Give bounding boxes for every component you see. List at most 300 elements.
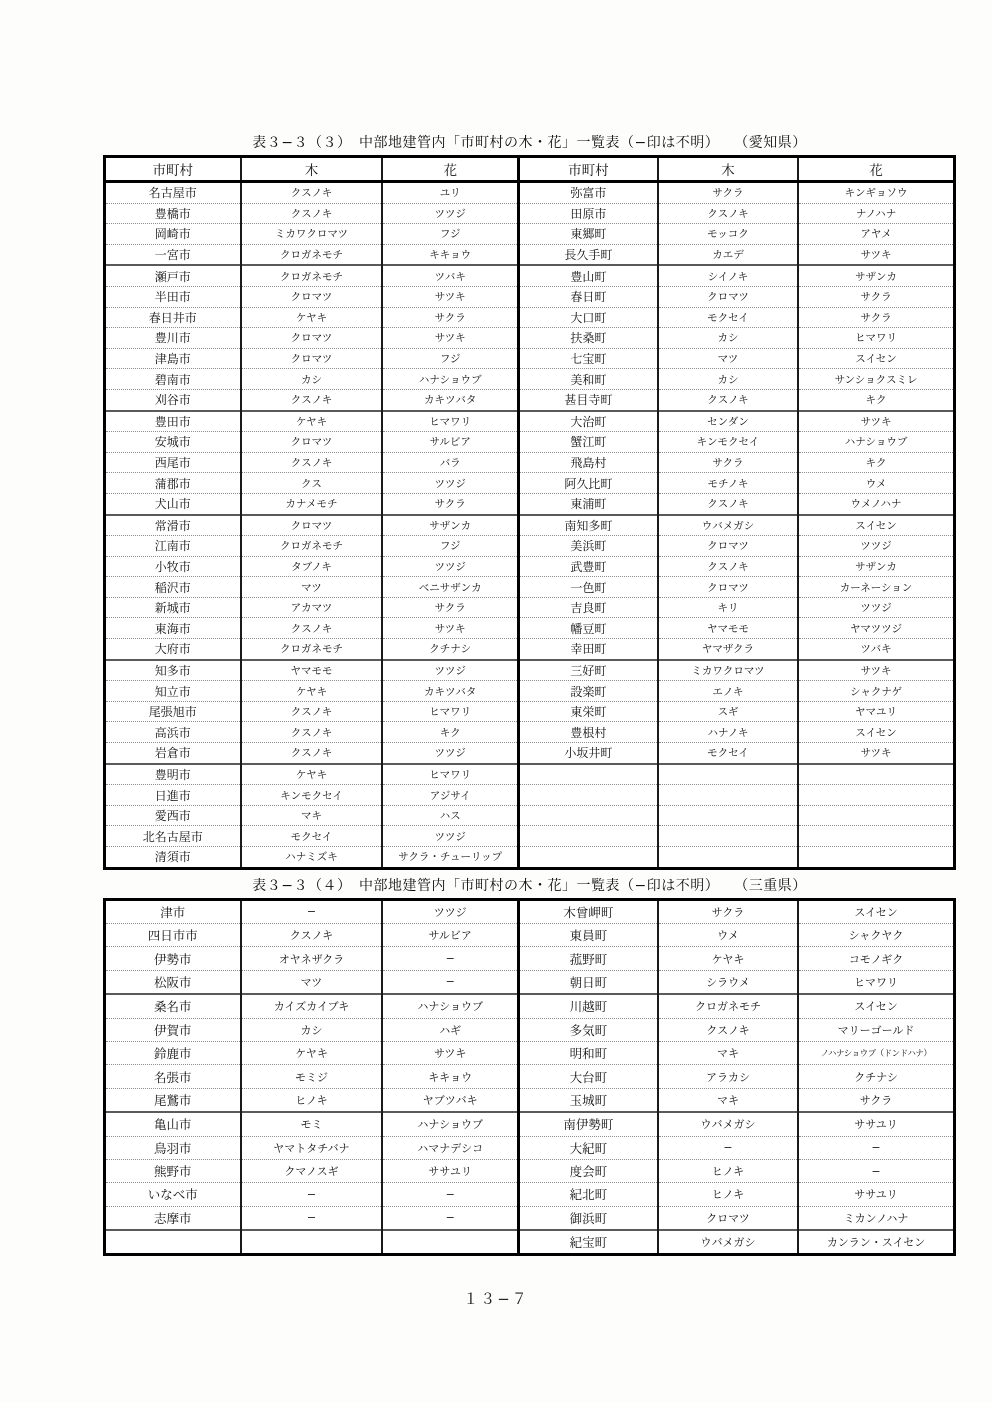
cell-tree: ケヤキ: [241, 681, 383, 702]
cell-tree: モクセイ: [658, 307, 798, 328]
cell-tree: [241, 1230, 383, 1255]
cell-flower: サクラ: [798, 1088, 954, 1112]
cell-flower: カーネーション: [798, 577, 954, 598]
table-row: [105, 785, 955, 806]
cell-flower: ヒマワリ: [382, 701, 518, 722]
cell-tree: ミカワクロマツ: [658, 660, 798, 681]
cell-tree: カシ: [658, 369, 798, 390]
cell-municipality: 津島市: [105, 348, 241, 369]
table-row: [105, 432, 955, 453]
cell-flower: スイセン: [798, 515, 954, 536]
table-row: [105, 182, 955, 204]
cell-flower: スイセン: [798, 722, 954, 743]
cell-municipality: 鳥羽市: [105, 1136, 241, 1159]
column-header-flower: 花: [798, 157, 954, 182]
cell-tree: ハナミズキ: [241, 847, 383, 869]
cell-municipality: 玉城町: [518, 1088, 657, 1112]
cell-municipality: 岩倉市: [105, 743, 241, 764]
cell-tree: クスノキ: [658, 493, 798, 514]
cell-tree: ヒノキ: [241, 1088, 383, 1112]
cell-municipality: 愛西市: [105, 805, 241, 826]
aichi-table: [103, 155, 956, 870]
cell-tree: クロマツ: [241, 348, 383, 369]
cell-tree: シイノキ: [658, 265, 798, 286]
cell-tree: マツ: [241, 970, 383, 994]
cell-tree: クスノキ: [241, 722, 383, 743]
cell-municipality: 常滑市: [105, 515, 241, 536]
cell-flower: サクラ・チューリップ: [382, 847, 518, 869]
cell-flower: −: [382, 1183, 518, 1206]
cell-flower: サツキ: [798, 411, 954, 432]
cell-flower: [798, 826, 954, 847]
cell-tree: ウバメガシ: [658, 515, 798, 536]
cell-municipality: 刈谷市: [105, 389, 241, 410]
cell-flower: ウメ: [798, 473, 954, 494]
cell-tree: [658, 826, 798, 847]
cell-flower: スイセン: [798, 994, 954, 1018]
cell-tree: ウバメガシ: [658, 1230, 798, 1255]
table-row: [105, 618, 955, 639]
cell-tree: [658, 805, 798, 826]
cell-municipality: 吉良町: [518, 597, 657, 618]
cell-tree: クロガネモチ: [658, 994, 798, 1018]
cell-flower: フジ: [382, 348, 518, 369]
cell-municipality: 知立市: [105, 681, 241, 702]
cell-municipality: 知多市: [105, 660, 241, 681]
cell-municipality: 御浜町: [518, 1206, 657, 1230]
cell-municipality: 新城市: [105, 597, 241, 618]
cell-flower: ツツジ: [382, 826, 518, 847]
cell-flower: ツツジ: [382, 203, 518, 224]
page-content: [103, 132, 956, 1256]
cell-flower: ツツジ: [382, 743, 518, 764]
cell-municipality: 豊山町: [518, 265, 657, 286]
cell-flower: ヒマワリ: [382, 764, 518, 785]
cell-municipality: [518, 764, 657, 785]
cell-tree: モチノキ: [658, 473, 798, 494]
cell-flower: ツツジ: [382, 556, 518, 577]
cell-flower: サクラ: [798, 286, 954, 307]
cell-flower: ウメノハナ: [798, 493, 954, 514]
cell-flower: サルビア: [382, 923, 518, 946]
cell-municipality: 美浜町: [518, 536, 657, 557]
cell-municipality: 西尾市: [105, 452, 241, 473]
cell-flower: ヒマワリ: [798, 970, 954, 994]
cell-municipality: 大台町: [518, 1065, 657, 1088]
cell-tree: スギ: [658, 701, 798, 722]
cell-municipality: 高浜市: [105, 722, 241, 743]
cell-flower: カキツバタ: [382, 389, 518, 410]
cell-municipality: 江南市: [105, 536, 241, 557]
cell-flower: サザンカ: [382, 515, 518, 536]
cell-municipality: 一色町: [518, 577, 657, 598]
table-row: [105, 244, 955, 265]
cell-tree: カシ: [241, 369, 383, 390]
cell-municipality: 川越町: [518, 994, 657, 1018]
cell-municipality: 伊賀市: [105, 1018, 241, 1041]
cell-flower: ツツジ: [382, 899, 518, 923]
cell-municipality: 半田市: [105, 286, 241, 307]
cell-tree: マキ: [241, 805, 383, 826]
cell-municipality: 桑名市: [105, 994, 241, 1018]
cell-municipality: 豊橋市: [105, 203, 241, 224]
cell-municipality: [518, 805, 657, 826]
cell-municipality: [518, 785, 657, 806]
cell-tree: ヤマザクラ: [658, 639, 798, 660]
table-row: [105, 681, 955, 702]
cell-tree: サクラ: [658, 452, 798, 473]
cell-tree: −: [241, 899, 383, 923]
cell-flower: −: [798, 1159, 954, 1182]
cell-municipality: 日進市: [105, 785, 241, 806]
cell-municipality: 伊勢市: [105, 947, 241, 970]
cell-tree: カエデ: [658, 244, 798, 265]
column-header-municipality: 市町村: [105, 157, 241, 182]
cell-tree: アラカシ: [658, 1065, 798, 1088]
table-row: [105, 826, 955, 847]
cell-municipality: 大口町: [518, 307, 657, 328]
cell-tree: クロガネモチ: [241, 244, 383, 265]
table-row: [105, 515, 955, 536]
table-row: [105, 847, 955, 869]
cell-municipality: 東郷町: [518, 224, 657, 245]
table-row: [105, 970, 955, 994]
cell-municipality: 北名古屋市: [105, 826, 241, 847]
cell-flower: ハギ: [382, 1018, 518, 1041]
cell-flower: スイセン: [798, 899, 954, 923]
column-header-municipality: 市町村: [518, 157, 657, 182]
cell-flower: サツキ: [382, 286, 518, 307]
table-row: [105, 1112, 955, 1136]
cell-municipality: 犬山市: [105, 493, 241, 514]
cell-flower: ササユリ: [798, 1112, 954, 1136]
cell-municipality: 東海市: [105, 618, 241, 639]
cell-flower: キンギョソウ: [798, 182, 954, 204]
cell-tree: クスノキ: [658, 389, 798, 410]
cell-tree: モクセイ: [658, 743, 798, 764]
cell-municipality: いなべ市: [105, 1183, 241, 1206]
cell-municipality: 碧南市: [105, 369, 241, 390]
cell-flower: サザンカ: [798, 265, 954, 286]
mie-table: [103, 898, 956, 1257]
cell-flower: ノハナショウブ（ドンドハナ）: [798, 1041, 954, 1064]
cell-flower: サツキ: [798, 743, 954, 764]
cell-municipality: 岡崎市: [105, 224, 241, 245]
cell-flower: ツバキ: [798, 639, 954, 660]
table-row: [105, 265, 955, 286]
cell-municipality: 阿久比町: [518, 473, 657, 494]
cell-tree: ウメ: [658, 923, 798, 946]
cell-flower: サルビア: [382, 432, 518, 453]
cell-municipality: 豊田市: [105, 411, 241, 432]
column-header-tree: 木: [658, 157, 798, 182]
cell-flower: [798, 785, 954, 806]
cell-flower: シャクナゲ: [798, 681, 954, 702]
cell-tree: −: [241, 1183, 383, 1206]
cell-tree: −: [658, 1136, 798, 1159]
cell-flower: サツキ: [798, 244, 954, 265]
cell-flower: サツキ: [798, 660, 954, 681]
cell-tree: キリ: [658, 597, 798, 618]
cell-tree: クロマツ: [241, 515, 383, 536]
column-header-tree: 木: [241, 157, 383, 182]
cell-tree: −: [241, 1206, 383, 1230]
cell-tree: マツ: [658, 348, 798, 369]
table-row: [105, 1230, 955, 1255]
cell-tree: [658, 785, 798, 806]
cell-tree: クスノキ: [658, 203, 798, 224]
cell-flower: クチナシ: [798, 1065, 954, 1088]
cell-municipality: 安城市: [105, 432, 241, 453]
cell-flower: [798, 805, 954, 826]
cell-tree: タブノキ: [241, 556, 383, 577]
table-row: [105, 1206, 955, 1230]
cell-tree: ケヤキ: [241, 411, 383, 432]
cell-municipality: 大府市: [105, 639, 241, 660]
cell-tree: ケヤキ: [241, 764, 383, 785]
cell-tree: クロマツ: [241, 432, 383, 453]
table-row: [105, 1183, 955, 1206]
cell-municipality: 菰野町: [518, 947, 657, 970]
cell-tree: サクラ: [658, 182, 798, 204]
cell-municipality: 紀北町: [518, 1183, 657, 1206]
cell-municipality: [105, 1230, 241, 1255]
cell-flower: ハマナデシコ: [382, 1136, 518, 1159]
cell-flower: キク: [382, 722, 518, 743]
cell-flower: ヤマユリ: [798, 701, 954, 722]
table-row: [105, 1041, 955, 1064]
cell-municipality: 南知多町: [518, 515, 657, 536]
cell-flower: サクラ: [382, 493, 518, 514]
cell-tree: ヤマモモ: [241, 660, 383, 681]
cell-municipality: 鈴鹿市: [105, 1041, 241, 1064]
cell-tree: マツ: [241, 577, 383, 598]
cell-tree: クスノキ: [241, 452, 383, 473]
cell-flower: キク: [798, 389, 954, 410]
cell-municipality: 津市: [160, 904, 186, 920]
cell-flower: ツツジ: [382, 473, 518, 494]
table-row: [105, 286, 955, 307]
cell-flower: マリーゴールド: [798, 1018, 954, 1041]
cell-flower: キキョウ: [382, 1065, 518, 1088]
cell-tree: クロマツ: [658, 1206, 798, 1230]
cell-municipality: 美和町: [518, 369, 657, 390]
cell-municipality: 大紀町: [518, 1136, 657, 1159]
cell-flower: ナノハナ: [798, 203, 954, 224]
cell-tree: [658, 764, 798, 785]
cell-tree: クスノキ: [241, 743, 383, 764]
cell-flower: [798, 764, 954, 785]
cell-municipality: 四日市市: [105, 923, 241, 946]
cell-flower: ハナショウブ: [382, 369, 518, 390]
cell-municipality: 一宮市: [105, 244, 241, 265]
cell-flower: ミカンノハナ: [798, 1206, 954, 1230]
cell-tree: ハナノキ: [658, 722, 798, 743]
cell-municipality: 瀬戸市: [105, 265, 241, 286]
cell-municipality: 蟹江町: [518, 432, 657, 453]
cell-tree: クロマツ: [241, 328, 383, 349]
cell-tree: クマノスギ: [241, 1159, 383, 1182]
cell-municipality: 扶桑町: [518, 328, 657, 349]
cell-flower: ツバキ: [382, 265, 518, 286]
cell-tree: ケヤキ: [658, 947, 798, 970]
cell-tree: モッコク: [658, 224, 798, 245]
cell-tree: クス: [241, 473, 383, 494]
cell-municipality: 稲沢市: [105, 577, 241, 598]
cell-municipality: 明和町: [518, 1041, 657, 1064]
table-row: [105, 947, 955, 970]
table-row: [105, 597, 955, 618]
cell-tree: モミ: [241, 1112, 383, 1136]
column-header-flower: 花: [382, 157, 518, 182]
table-row: [105, 493, 955, 514]
cell-municipality: 三好町: [518, 660, 657, 681]
cell-tree: アカマツ: [241, 597, 383, 618]
cell-municipality: 七宝町: [518, 348, 657, 369]
cell-flower: サザンカ: [798, 556, 954, 577]
cell-municipality: 豊根村: [518, 722, 657, 743]
cell-tree: クロガネモチ: [241, 639, 383, 660]
aichi-table-title: 表３−３（３） 中部地建管内「市町村の木・花」一覧表（−印は不明） （愛知県）: [252, 135, 807, 151]
cell-flower: ハス: [382, 805, 518, 826]
table-row: [105, 203, 955, 224]
cell-tree: マキ: [658, 1088, 798, 1112]
table-row: [105, 452, 955, 473]
cell-municipality: 飛島村: [518, 452, 657, 473]
cell-municipality: 春日井市: [105, 307, 241, 328]
table-row: [105, 556, 955, 577]
table-row: [105, 639, 955, 660]
cell-flower: ヤマツツジ: [798, 618, 954, 639]
cell-flower: ツツジ: [382, 660, 518, 681]
cell-municipality: 清須市: [105, 847, 241, 869]
cell-tree: ヤマモモ: [658, 618, 798, 639]
cell-flower: シャクヤク: [798, 923, 954, 946]
cell-tree: モミジ: [241, 1065, 383, 1088]
cell-tree: カイズカイブキ: [241, 994, 383, 1018]
cell-municipality: 東員町: [518, 923, 657, 946]
cell-flower: −: [382, 947, 518, 970]
table-row: [105, 536, 955, 557]
cell-flower: カンラン・スイセン: [798, 1230, 954, 1255]
cell-tree: センダン: [658, 411, 798, 432]
cell-flower: ハナショウブ: [798, 432, 954, 453]
cell-municipality: 尾張旭市: [105, 701, 241, 722]
cell-tree: キンモクセイ: [241, 785, 383, 806]
cell-municipality: 設楽町: [518, 681, 657, 702]
cell-tree: カナメモチ: [241, 493, 383, 514]
cell-flower: ハナショウブ: [382, 1112, 518, 1136]
cell-tree: クロマツ: [658, 577, 798, 598]
cell-flower: −: [798, 1136, 954, 1159]
table-row: [105, 577, 955, 598]
cell-flower: ヤブツバキ: [382, 1088, 518, 1112]
table-row: [105, 224, 955, 245]
table-row: [105, 805, 955, 826]
table-row: [105, 1065, 955, 1088]
cell-flower: [382, 1230, 518, 1255]
cell-municipality: 志摩市: [105, 1206, 241, 1230]
cell-flower: ベニサザンカ: [382, 577, 518, 598]
cell-municipality: 豊明市: [105, 764, 241, 785]
cell-flower: サツキ: [382, 1041, 518, 1064]
cell-municipality: [518, 847, 657, 869]
cell-municipality: 名古屋市: [148, 186, 197, 201]
cell-tree: エノキ: [658, 681, 798, 702]
table-row: [105, 411, 955, 432]
cell-flower: −: [382, 970, 518, 994]
cell-tree: クスノキ: [241, 618, 383, 639]
cell-flower: ササユリ: [382, 1159, 518, 1182]
cell-flower: アジサイ: [382, 785, 518, 806]
cell-flower: ツツジ: [798, 597, 954, 618]
cell-flower: サクラ: [382, 307, 518, 328]
table-row: [105, 899, 955, 923]
mie-table-title: 表３−３（４） 中部地建管内「市町村の木・花」一覧表（−印は不明） （三重県）: [252, 877, 807, 894]
cell-tree: クスノキ: [241, 923, 383, 946]
cell-flower: コモノギク: [798, 947, 954, 970]
cell-municipality: 亀山市: [105, 1112, 241, 1136]
cell-tree: カシ: [658, 328, 798, 349]
cell-municipality: 南伊勢町: [518, 1112, 657, 1136]
cell-tree: クスノキ: [241, 203, 383, 224]
cell-flower: サツキ: [382, 618, 518, 639]
cell-municipality: 度会町: [518, 1159, 657, 1182]
cell-tree: クロガネモチ: [241, 265, 383, 286]
cell-flower: サツキ: [382, 328, 518, 349]
cell-municipality: 松阪市: [105, 970, 241, 994]
table-row: [105, 1088, 955, 1112]
cell-flower: バラ: [382, 452, 518, 473]
page-number: １３−７: [463, 1290, 529, 1308]
cell-municipality: 熊野市: [105, 1159, 241, 1182]
cell-municipality: 幡豆町: [518, 618, 657, 639]
cell-flower: アヤメ: [798, 224, 954, 245]
cell-tree: クロマツ: [658, 286, 798, 307]
cell-flower: [798, 847, 954, 869]
cell-municipality: 幸田町: [518, 639, 657, 660]
cell-flower: フジ: [382, 536, 518, 557]
table-row: [105, 307, 955, 328]
cell-tree: キンモクセイ: [658, 432, 798, 453]
cell-tree: クスノキ: [241, 182, 383, 204]
cell-municipality: 東栄町: [518, 701, 657, 722]
table-row: [105, 1159, 955, 1182]
cell-flower: カキツバタ: [382, 681, 518, 702]
cell-flower: サクラ: [382, 597, 518, 618]
cell-tree: クロガネモチ: [241, 536, 383, 557]
cell-municipality: 春日町: [518, 286, 657, 307]
cell-municipality: 長久手町: [518, 244, 657, 265]
cell-tree: マキ: [658, 1041, 798, 1064]
table-row: [105, 348, 955, 369]
cell-flower: ユリ: [382, 182, 518, 204]
cell-tree: オヤネザクラ: [241, 947, 383, 970]
cell-tree: ヒノキ: [658, 1159, 798, 1182]
cell-municipality: [518, 826, 657, 847]
cell-tree: モクセイ: [241, 826, 383, 847]
cell-municipality: 小牧市: [105, 556, 241, 577]
cell-flower: キク: [798, 452, 954, 473]
cell-municipality: 紀宝町: [518, 1230, 657, 1255]
cell-flower: サクラ: [798, 307, 954, 328]
cell-flower: サンショクスミレ: [798, 369, 954, 390]
cell-flower: ヒマワリ: [382, 411, 518, 432]
cell-municipality: 木曾岬町: [518, 899, 657, 923]
table-row: [105, 722, 955, 743]
cell-tree: ケヤキ: [241, 1041, 383, 1064]
table-row: [105, 1136, 955, 1159]
